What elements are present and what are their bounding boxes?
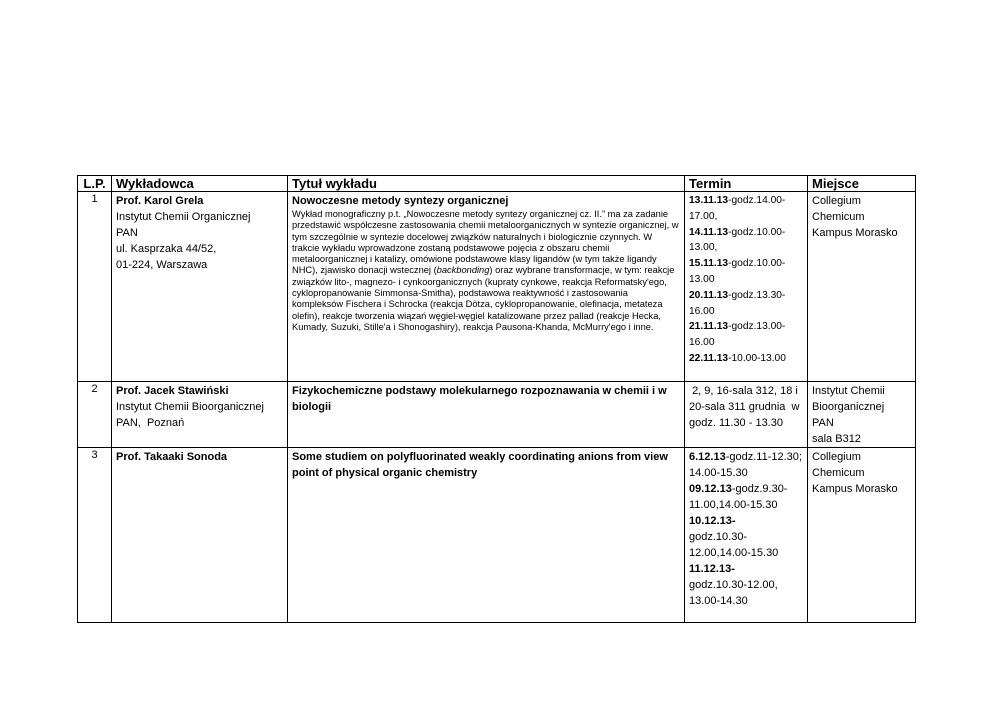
term-time: godz.10.30-12.00,14.00-15.30 [689,531,779,559]
description-text-rest: ) oraz wybrane transformacje, w tym: reakcje związków lito-, magnezo- i cynkoorganicznych (kupraty cynkowe, reakcja Reformatsky'ego, cyklopropanowanie Simmonsa-Smitha), podstawowa reaktywność i zastosowania kompleksów Fischera i Schrocka (reakcja Dötza, cyklopropanowanie, olefinacja, metateza olefin), reakcje tworzenia wiązań węgiel-węgiel katalizowane przez pallad (reakcje Hecka, Kumady, Suzuki, Stille'a i Shonogashiry), reakcja Pausona-Khanda, McMurry'ego i inne. [292,265,675,332]
term-entry [689,193,803,225]
place-line: PAN [812,417,834,429]
lecturer-line: Instytut Chemii Organicznej [116,211,251,223]
lecturer-name: Prof. Jacek Stawiński [116,385,229,397]
row-number: 2 [78,382,112,448]
term-date: 21.11.13 [689,321,729,333]
term-cell [685,192,808,382]
term-time: -godz.14.00-17.00, [689,195,786,222]
lecturer-line: PAN, Poznań [116,417,185,429]
term-entry [689,351,803,367]
lecturer-name: Prof. Takaaki Sonoda [116,451,228,463]
place-line: Chemicum [812,467,865,479]
header-title: Tytuł wykładu [288,176,685,192]
place-line: Kampus Morasko [812,483,898,495]
lectures-table [77,175,916,623]
header-lecturer: Wykładowca [112,176,288,192]
lecture-title-cell [288,382,685,448]
term-time: -godz.10.00-13.00, [689,226,786,254]
term-time: -godz.13.00-16.00 [689,321,786,349]
lecture-title: Some studiem on polyfluorinated weakly coordinating anions from view point of physical organic chemistry [292,451,668,479]
lecture-title: Fizykochemiczne podstawy molekularnego rozpoznawania w chemii i w biologii [292,385,667,413]
place-line: Chemicum [812,211,865,223]
lecture-title-cell [288,448,685,623]
term-date: 20.11.13 [689,289,729,301]
term-text: 2, 9, 16-sala 312, 18 i 20-sala 311 grudnia w godz. 11.30 - 13.30 [689,385,803,429]
place-line: Bioorganicznej [812,401,885,413]
term-time: -godz.13.30-16.00 [689,289,786,317]
term-date: 15.11.13 [689,258,729,270]
row-number: 3 [78,448,112,623]
description-italic: backbonding [436,265,490,276]
term-cell [685,382,808,448]
table-row [78,448,916,623]
lecturer-line: Instytut Chemii Bioorganicznej [116,401,264,413]
term-time: -godz.10.00-13.00 [689,258,786,285]
place-line: Kampus Morasko [812,227,898,239]
term-date: 11.12.13- [689,563,735,575]
header-term: Termin [685,176,808,192]
term-date: 10.12.13- [689,515,736,527]
place-cell [808,382,916,448]
place-line: Instytut Chemii [812,385,885,397]
term-entry [689,561,803,609]
lecture-title: Nowoczesne metody syntezy organicznej [292,195,509,207]
place-line: sala B312 [812,433,861,445]
place-line: Collegium [812,195,861,207]
lecture-title-cell [288,192,685,382]
term-date: 09.12.13 [689,483,732,495]
term-cell [685,448,808,623]
row-number: 1 [78,192,112,382]
term-entry [689,513,803,561]
header-place: Miejsce [808,176,916,192]
lecturer-line: PAN [116,227,138,239]
term-date: 6.12.13 [689,451,726,463]
term-time: -10.00-13.00 [728,352,786,364]
term-entry [689,225,803,257]
header-row [78,176,916,192]
table-row [78,382,916,448]
place-cell [808,192,916,382]
lecturer-line: 01-224, Warszawa [116,259,208,271]
term-date: 13.11.13 [689,195,729,206]
term-entry [689,449,803,481]
lecturer-cell [112,192,288,382]
term-entry [689,288,803,320]
table-row [78,192,916,382]
place-cell [808,448,916,623]
term-time: godz.10.30-12.00, 13.00-14.30 [689,579,778,607]
term-date: 22.11.13 [689,352,729,364]
header-lp: L.P. [78,176,112,192]
lecturer-cell [112,382,288,448]
place-line: Collegium [812,451,861,463]
description-text: Wykład monograficzny p.t. „Nowoczesne metody syntezy organicznej cz. II.” ma za zadanie przedstawić współczesne zastosowania chemii metaloorganicznych w syntezie organicznej, w tym szczególnie w syntezie docelowej związków naturalnych i biologicznie czynnych. W trakcie wykładu wprowadzone zostaną podstawowe pojęcia z obszaru chemii metaloorganicznej i katalizy, omówione podstawowe klasy ligandów (w tym także ligandy NHC), zjawisko donacji wstecznej ( [292,209,679,276]
term-entry [689,319,803,351]
term-time: -godz.11-12.30; 14.00-15.30 [689,451,802,479]
term-entry [689,481,803,513]
lecturer-name: Prof. Karol Grela [116,195,204,207]
lecturer-line: ul. Kasprzaka 44/52, [116,243,217,255]
term-entry [689,256,803,288]
term-date: 14.11.13 [689,226,729,238]
lecture-description [292,209,680,333]
lecturer-cell [112,448,288,623]
term-time: -godz.9.30-11.00,14.00-15.30 [689,483,788,511]
